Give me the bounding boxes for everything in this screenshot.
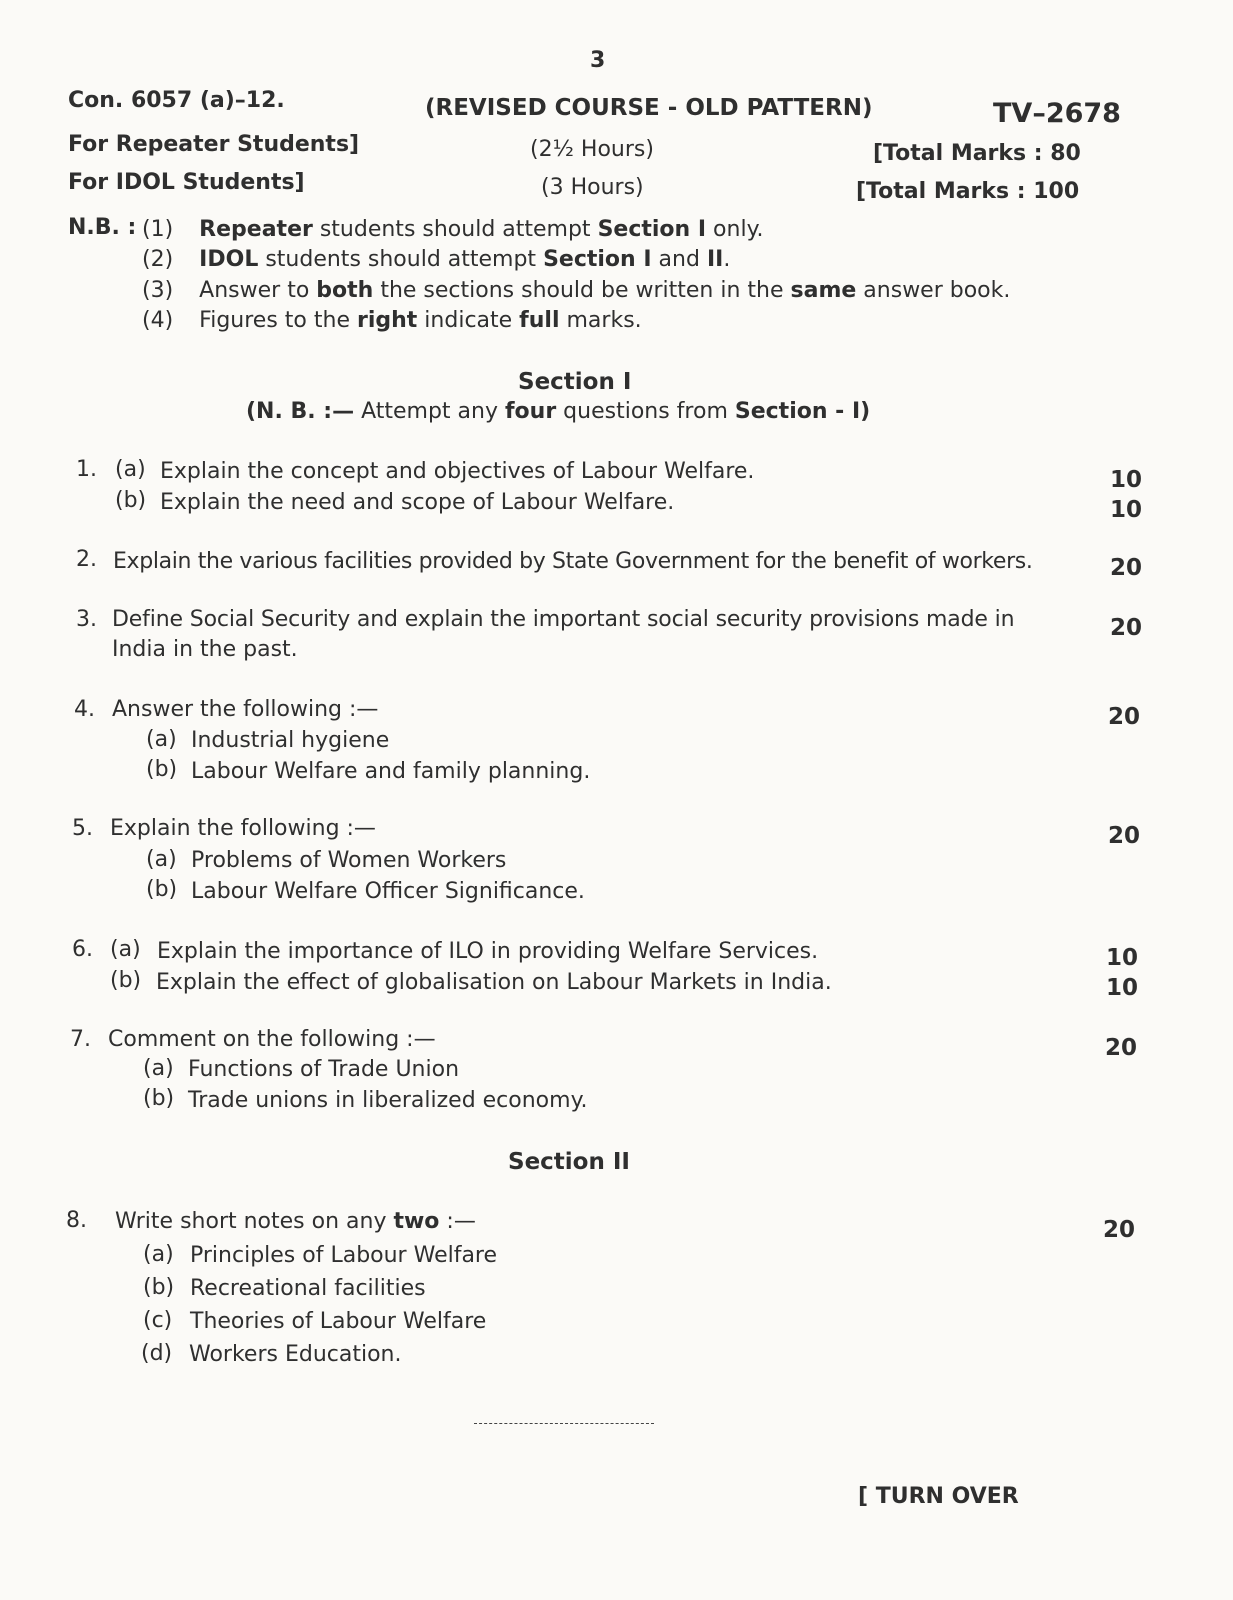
- q8-text-bold: two: [393, 1209, 440, 1234]
- q8-a-text: Principles of Labour Welfare: [190, 1243, 498, 1268]
- q5-marks: 20: [1108, 823, 1141, 849]
- nb-text: indicate: [417, 308, 520, 333]
- q4-b-label: (b): [146, 757, 178, 782]
- q8-number: 8.: [66, 1208, 87, 1233]
- paper-code-con: Con. 6057 (a)–12.: [68, 88, 285, 113]
- paper-code-tv: TV–2678: [993, 98, 1121, 129]
- q1-b-marks: 10: [1110, 497, 1143, 523]
- nb-item-number: (4): [142, 308, 174, 333]
- q8-b-text: Recreational facilities: [190, 1276, 426, 1301]
- idol-total-marks: [Total Marks : 100: [856, 179, 1080, 204]
- q8-d-text: Workers Education.: [189, 1342, 402, 1367]
- q4-marks: 20: [1108, 704, 1141, 730]
- note-bold: four: [504, 399, 557, 424]
- q6-b-marks: 10: [1106, 975, 1139, 1001]
- q7-text: Comment on the following :—: [108, 1027, 436, 1052]
- q5-a-label: (a): [146, 847, 177, 872]
- idol-hours: (3 Hours): [541, 175, 644, 200]
- q8-marks: 20: [1103, 1217, 1136, 1243]
- q8-a-label: (a): [143, 1242, 174, 1267]
- q4-a-text: Industrial hygiene: [191, 728, 390, 753]
- nb-text: answer book.: [856, 278, 1011, 303]
- q3-text-line-1: Define Social Security and explain the important social security provisions made in: [112, 607, 1015, 632]
- q5-b-text: Labour Welfare Officer Significance.: [191, 879, 585, 904]
- q8-d-label: (d): [141, 1341, 173, 1366]
- turn-over: [ TURN OVER: [858, 1484, 1019, 1509]
- q4-a-label: (a): [146, 727, 177, 752]
- q7-marks: 20: [1105, 1035, 1138, 1061]
- note-text: Attempt any: [354, 399, 505, 424]
- q1-number: 1.: [76, 457, 97, 482]
- q3-marks: 20: [1110, 615, 1143, 641]
- q3-number: 3.: [76, 607, 97, 632]
- q4-number: 4.: [74, 697, 95, 722]
- q5-a-text: Problems of Women Workers: [191, 848, 507, 873]
- q7-b-text: Trade unions in liberalized economy.: [188, 1088, 588, 1113]
- nb-bold: Section I: [543, 247, 652, 272]
- note-text: questions from: [556, 399, 735, 424]
- nb-item-3: [142, 278, 1010, 303]
- nb-text: .: [723, 247, 731, 272]
- q8-text-post: :—: [439, 1209, 476, 1234]
- nb-text: Figures to the: [199, 308, 357, 333]
- q4-b-text: Labour Welfare and family planning.: [191, 759, 591, 784]
- q1-b-text: Explain the need and scope of Labour Welfare.: [160, 490, 675, 515]
- q7-number: 7.: [70, 1027, 91, 1052]
- nb-item-number: (1): [142, 217, 174, 242]
- note-end: Section - I): [734, 399, 871, 424]
- nb-item-number: (2): [142, 247, 174, 272]
- q2-number: 2.: [76, 547, 97, 572]
- repeater-students-label: For Repeater Students]: [68, 132, 360, 157]
- end-divider: [474, 1423, 654, 1424]
- q8-text-pre: Write short notes on any: [115, 1209, 394, 1234]
- nb-item-number: (3): [142, 278, 174, 303]
- q1-a-label: (a): [115, 457, 146, 482]
- nb-text: the sections should be written in the: [373, 278, 791, 303]
- q2-text: Explain the various facilities provided by State Government for the benefit of workers.: [113, 549, 1033, 574]
- nb-bold: both: [316, 278, 374, 303]
- section-1-title: Section I: [518, 369, 632, 395]
- q1-b-label: (b): [115, 488, 147, 513]
- repeater-hours: (2½ Hours): [530, 137, 654, 162]
- q6-b-text: Explain the effect of globalisation on Labour Markets in India.: [156, 970, 832, 995]
- nb-label: N.B. :: [68, 215, 137, 240]
- q6-b-label: (b): [110, 968, 142, 993]
- q8-c-label: (c): [143, 1308, 173, 1333]
- nb-bold: same: [790, 278, 857, 303]
- q6-a-marks: 10: [1106, 945, 1139, 971]
- nb-bold: right: [356, 308, 418, 333]
- nb-text: and: [651, 247, 707, 272]
- nb-text: students should attempt: [258, 247, 544, 272]
- nb-bold: IDOL: [199, 247, 259, 272]
- q4-text: Answer the following :—: [112, 697, 379, 722]
- q7-a-label: (a): [143, 1056, 174, 1081]
- nb-text: Answer to: [199, 278, 317, 303]
- nb-item-4: [142, 308, 642, 333]
- q6-a-label: (a): [110, 937, 141, 962]
- q5-number: 5.: [72, 816, 93, 841]
- nb-bold: full: [519, 308, 560, 333]
- q2-marks: 20: [1110, 555, 1143, 581]
- q6-number: 6.: [72, 937, 93, 962]
- nb-bold: II: [706, 247, 724, 272]
- nb-text: only.: [706, 217, 764, 242]
- nb-item-2: [142, 247, 730, 272]
- q7-b-label: (b): [143, 1086, 175, 1111]
- note-open: (N. B. :—: [246, 399, 355, 424]
- q8-c-text: Theories of Labour Welfare: [190, 1309, 487, 1334]
- q3-text-line-2: India in the past.: [112, 637, 298, 662]
- q8-text: [115, 1209, 476, 1234]
- page-number: 3: [590, 48, 606, 73]
- nb-bold: Repeater: [199, 217, 313, 242]
- section-2-title: Section II: [508, 1149, 630, 1175]
- course-title: (REVISED COURSE - OLD PATTERN): [425, 95, 873, 121]
- idol-students-label: For IDOL Students]: [68, 170, 305, 195]
- section-1-note: [246, 399, 870, 424]
- nb-text: marks.: [559, 308, 642, 333]
- q5-b-label: (b): [146, 877, 178, 902]
- q1-a-marks: 10: [1110, 467, 1143, 493]
- repeater-total-marks: [Total Marks : 80: [873, 141, 1081, 166]
- q8-b-label: (b): [143, 1275, 175, 1300]
- q6-a-text: Explain the importance of ILO in providing Welfare Services.: [157, 939, 819, 964]
- nb-text: students should attempt: [312, 217, 598, 242]
- q1-a-text: Explain the concept and objectives of Labour Welfare.: [160, 459, 755, 484]
- q7-a-text: Functions of Trade Union: [188, 1057, 460, 1082]
- nb-item-1: [142, 217, 763, 242]
- nb-bold: Section I: [597, 217, 707, 242]
- q5-text: Explain the following :—: [110, 816, 376, 841]
